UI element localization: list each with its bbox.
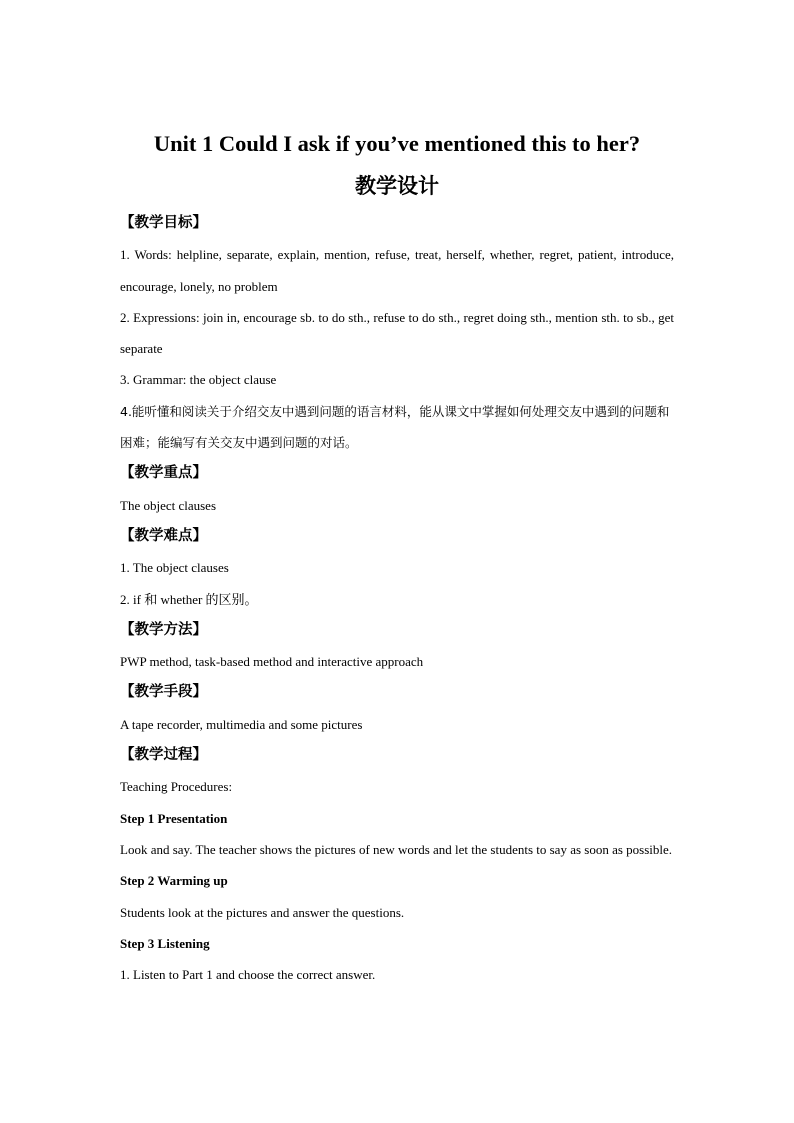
- objective-grammar: 3. Grammar: the object clause: [120, 372, 277, 388]
- document-title: Unit 1 Could I ask if you’ve mentioned this to her?: [153, 131, 641, 156]
- step-1-title: Step 1 Presentation: [120, 810, 228, 826]
- section-heading-process: 【教学过程】: [120, 747, 207, 764]
- process-intro: Teaching Procedures:: [120, 779, 233, 795]
- section-heading-methods: 【教学方法】: [120, 621, 207, 638]
- difficulty-item-2: 2. if 和 whether 的区别。: [120, 591, 258, 607]
- step-1-text: Look and say. The teacher shows the pictures of new words and let the students to say as soon as possible.: [120, 841, 673, 857]
- section-heading-difficulties: 【教学难点】: [120, 527, 207, 544]
- step-2-title: Step 2 Warming up: [120, 873, 228, 889]
- document-page: [120, 128, 674, 990]
- difficulty-item-1: 1. The object clauses: [120, 560, 229, 576]
- methods-text: PWP method, task-based method and interactive approach: [120, 654, 424, 670]
- step-2-text: Students look at the pictures and answer the questions.: [120, 904, 405, 920]
- objective-expressions: 2. Expressions: join in, encourage sb. to do sth., refuse to do sth., regret doing sth., mention sth. to sb., get separate: [120, 309, 674, 357]
- means-text: A tape recorder, multimedia and some pictures: [120, 716, 363, 732]
- objective-words: 1. Words: helpline, separate, explain, mention, refuse, treat, herself, whether, regret, patient, introduce, encourage, lonely, no problem: [120, 247, 674, 294]
- key-points-text: The object clauses: [120, 497, 217, 513]
- step-3-text: 1. Listen to Part 1 and choose the correct answer.: [120, 967, 376, 983]
- section-heading-key-points: 【教学重点】: [120, 465, 207, 482]
- document-subtitle: 教学设计: [355, 174, 439, 198]
- step-3-title: Step 3 Listening: [120, 935, 210, 951]
- section-heading-objectives: 【教学目标】: [120, 215, 207, 231]
- section-heading-means: 【教学手段】: [120, 684, 207, 701]
- objective-skills: 4.能听懂和阅读关于介绍交友中遇到问题的语言材料，能从课文中掌握如何处理交友中遇到的问题和困难；能编写有关交友中遇到问题的对话。: [120, 403, 670, 451]
